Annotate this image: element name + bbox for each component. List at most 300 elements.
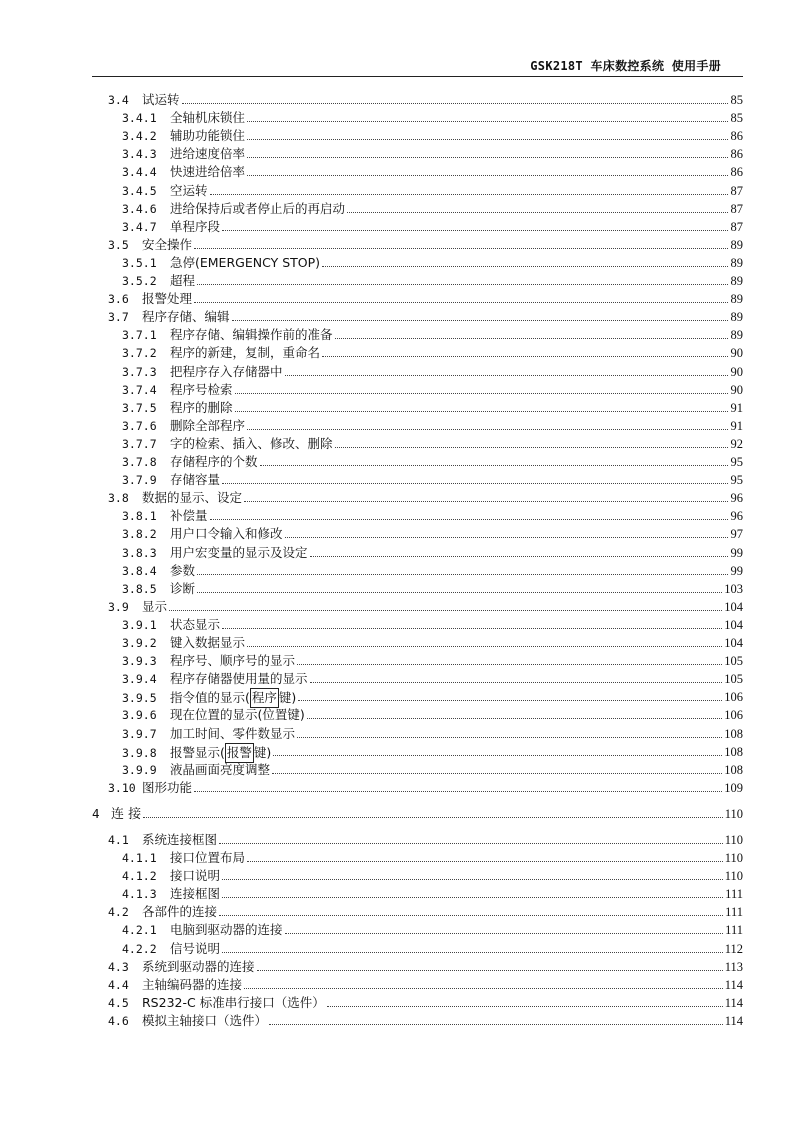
- dot-leader: [322, 354, 728, 357]
- dot-leader: [182, 101, 728, 104]
- dot-leader: [269, 1022, 723, 1025]
- toc-entry-title-suffix: 键): [253, 744, 272, 760]
- dot-leader: [197, 590, 722, 593]
- toc-entry-page: 99: [730, 563, 743, 578]
- toc-entry-title: 系统连接框图: [142, 831, 218, 847]
- toc-entry-page: 86: [730, 129, 743, 144]
- toc-entry-lead: [122, 109, 245, 127]
- toc-entry-title: 试运转: [142, 92, 180, 107]
- toc-entry-number: 3.8.5: [122, 581, 157, 596]
- toc-entry[interactable]: [0, 867, 793, 885]
- toc-entry-page: 96: [730, 491, 743, 506]
- dot-leader: [194, 246, 728, 249]
- toc-entry[interactable]: [0, 921, 793, 939]
- toc-entry-number: 4.1: [108, 832, 129, 847]
- toc-entry-lead: [122, 940, 220, 958]
- toc-entry-number: 4.4: [108, 977, 129, 992]
- toc-entry-page: 87: [730, 183, 743, 198]
- toc-entry[interactable]: [0, 779, 793, 797]
- toc-entry-title: 空运转: [170, 182, 208, 198]
- toc-entry-title: 程序的新建，复制，重命名: [170, 345, 321, 361]
- toc-entry-title: 急停(EMERGENCY STOP): [170, 254, 321, 270]
- dot-leader: [260, 463, 728, 466]
- toc-entry[interactable]: [0, 218, 793, 236]
- toc-entry-number: 3.5: [108, 237, 129, 252]
- toc-entry[interactable]: [0, 507, 793, 525]
- dot-leader: [247, 859, 723, 862]
- toc-entry-number: 3.9.1: [122, 617, 157, 632]
- dot-leader: [210, 192, 728, 195]
- toc-entry-title: 接口位置布局: [170, 850, 246, 865]
- toc-entry-page: 89: [730, 310, 743, 325]
- dot-leader: [194, 300, 728, 303]
- dot-leader: [222, 950, 723, 953]
- dot-leader: [143, 815, 723, 818]
- toc-entry-page: 87: [730, 219, 743, 234]
- toc-entry-lead: [108, 290, 192, 308]
- toc-entry-title: 显示: [142, 598, 168, 614]
- dot-leader: [222, 877, 723, 880]
- key-label-box: 程序: [250, 688, 279, 708]
- toc-entry-lead: [122, 507, 208, 525]
- toc-entry[interactable]: [0, 688, 793, 706]
- toc-entry-page: 99: [730, 545, 743, 560]
- toc-entry-number: 3.9.6: [122, 708, 157, 723]
- toc-entry-number: 3.9: [108, 599, 129, 614]
- toc-entry[interactable]: [0, 308, 793, 326]
- toc-entry-number: 3.7.2: [122, 346, 157, 361]
- toc-entry-page: 85: [730, 111, 743, 126]
- toc-entry-number: 3.7.3: [122, 364, 157, 379]
- toc-entry-number: 3.4: [108, 93, 129, 107]
- toc-entry-number: 3.8.1: [122, 509, 157, 524]
- toc-entry-title: 用户口令输入和修改: [170, 526, 283, 542]
- toc-entry-page: 92: [730, 436, 743, 451]
- toc-entry-page: 110: [724, 832, 743, 847]
- toc-entry[interactable]: [0, 616, 793, 634]
- toc-entry-lead: [122, 580, 195, 598]
- toc-entry-title: 接口说明: [170, 868, 221, 884]
- dot-leader: [297, 735, 722, 738]
- toc-entry-page: 89: [730, 255, 743, 270]
- toc-entry[interactable]: [0, 109, 793, 127]
- toc-entry[interactable]: [0, 805, 793, 823]
- toc-entry-lead: [122, 525, 283, 543]
- toc-entry-page: 89: [730, 328, 743, 343]
- toc-entry-title: 补偿量: [170, 508, 208, 524]
- toc-entry[interactable]: [0, 363, 793, 381]
- toc-entry[interactable]: [0, 831, 793, 849]
- toc-entry-number: 3.9.9: [122, 762, 157, 777]
- toc-entry[interactable]: [0, 471, 793, 489]
- toc-entry-number: 3.4.5: [122, 183, 157, 198]
- dot-leader: [247, 119, 728, 122]
- dot-leader: [272, 771, 722, 774]
- toc-entry-lead: [122, 885, 220, 903]
- dot-leader: [335, 445, 728, 448]
- toc-entry-page: 103: [724, 581, 743, 596]
- toc-entry[interactable]: [0, 562, 793, 580]
- toc-entry[interactable]: [0, 399, 793, 417]
- toc-entry-title-suffix: 键): [278, 690, 297, 706]
- toc-entry-number: 3.9.8: [122, 745, 157, 760]
- toc-entry-number: 3.9.7: [122, 726, 157, 741]
- toc-entry-lead: [122, 652, 295, 670]
- toc-entry-title: 字的检索、插入、修改、删除: [170, 435, 333, 451]
- toc-entry-page: 90: [730, 346, 743, 361]
- dot-leader: [197, 572, 728, 575]
- dot-leader: [285, 373, 728, 376]
- toc-entry-number: 4.1.3: [122, 887, 157, 902]
- toc-entry-page: 90: [730, 364, 743, 379]
- toc-entry-number: 3.4.1: [122, 111, 157, 126]
- toc-entry-title: 进给保持后或者停止后的再启动: [170, 200, 346, 216]
- toc-entry-title: 超程: [170, 273, 196, 288]
- dot-leader: [247, 644, 722, 647]
- toc-entry-number: 3.4.3: [122, 147, 157, 162]
- toc-entry[interactable]: [0, 344, 793, 362]
- toc-entry-lead: [108, 994, 325, 1012]
- toc-entry-lead: [122, 688, 296, 708]
- toc-entry[interactable]: [0, 634, 793, 652]
- toc-entry-number: 3.9.5: [122, 691, 157, 706]
- toc-entry-lead: [122, 544, 308, 562]
- toc-entry-lead: [122, 182, 208, 200]
- toc-entry[interactable]: [0, 580, 793, 598]
- toc-entry-title: 进给速度倍率: [170, 146, 246, 162]
- toc-entry-page: 114: [724, 1013, 743, 1028]
- toc-entry-title: 单程序段: [170, 218, 221, 234]
- dot-leader: [222, 895, 723, 898]
- toc-entry-page: 87: [730, 201, 743, 216]
- toc-entry-page: 91: [730, 400, 743, 415]
- toc-entry-number: 3.9.4: [122, 672, 157, 687]
- dot-leader: [219, 913, 723, 916]
- toc-entry-page: 95: [730, 473, 743, 488]
- toc-entry-lead: [122, 743, 271, 763]
- toc-entry-page: 111: [725, 887, 743, 902]
- toc-entry-number: 3.7.9: [122, 473, 157, 488]
- toc-entry-number: 3.8: [108, 491, 129, 506]
- toc-entry[interactable]: [0, 489, 793, 507]
- toc-entry-lead: [108, 976, 242, 994]
- toc-entry-number: 3.5.2: [122, 274, 157, 288]
- dot-leader: [247, 155, 728, 158]
- toc-entry-lead: [92, 805, 141, 824]
- toc-entry-number: 3.7.1: [122, 328, 157, 343]
- dot-leader: [247, 137, 728, 140]
- toc-entry-lead: [122, 471, 220, 489]
- toc-entry-title: 键入数据显示: [170, 635, 246, 650]
- toc-entry-page: 104: [724, 617, 743, 632]
- toc-entry[interactable]: [0, 290, 793, 308]
- toc-entry-page: 105: [724, 672, 743, 687]
- toc-entry-title: 连 接: [111, 806, 142, 822]
- dot-leader: [285, 931, 723, 934]
- toc-entry-title: 模拟主轴接口（选件）: [142, 1012, 268, 1028]
- toc-entry[interactable]: [0, 940, 793, 958]
- toc-entry-number: 3.4.6: [122, 201, 157, 216]
- toc-entry-lead: [122, 616, 220, 634]
- toc-entry-lead: [122, 634, 245, 652]
- toc-entry[interactable]: [0, 544, 793, 562]
- toc-entry-page: 105: [724, 654, 743, 669]
- toc-entry-title: 各部件的连接: [142, 904, 218, 920]
- toc-entry-number: 3.4.2: [122, 129, 157, 144]
- toc-entry[interactable]: [0, 958, 793, 976]
- toc-entry-lead: [108, 236, 192, 254]
- toc-entry[interactable]: [0, 903, 793, 921]
- toc-entry[interactable]: [0, 272, 793, 290]
- toc-entry-title: 程序号、顺序号的显示: [170, 653, 296, 669]
- toc-entry-lead: [122, 670, 308, 688]
- toc-entry-lead: [122, 127, 245, 145]
- toc-entry-number: 3.7.4: [122, 382, 157, 397]
- toc-entry-page: 108: [724, 744, 743, 759]
- toc-entry-page: 86: [730, 147, 743, 162]
- toc-entry[interactable]: [0, 849, 793, 867]
- toc-entry-page: 111: [725, 905, 743, 920]
- dot-leader: [327, 1004, 723, 1007]
- dot-leader: [310, 554, 728, 557]
- key-label-box: 报警: [225, 743, 254, 763]
- toc-entry-title: 液晶画面亮度调整: [170, 761, 271, 777]
- running-header: GSK218T 车床数控系统 使用手册: [530, 59, 721, 73]
- toc-entry[interactable]: [0, 417, 793, 435]
- toc-entry[interactable]: [0, 994, 793, 1012]
- toc-entry-lead: [122, 326, 333, 344]
- toc-entry-title: 连接框图: [170, 886, 221, 902]
- toc-entry[interactable]: [0, 743, 793, 761]
- toc-entry-page: 114: [724, 995, 743, 1010]
- toc-entry-title: 指令值的显示(: [170, 690, 250, 706]
- toc-entry[interactable]: [0, 761, 793, 779]
- toc-entry-title: 电脑到驱动器的连接: [170, 922, 283, 938]
- dot-leader: [197, 282, 728, 285]
- toc-entry-lead: [108, 958, 255, 976]
- dot-leader: [285, 535, 728, 538]
- toc-entry[interactable]: [0, 598, 793, 616]
- toc-entry-number: 4: [92, 805, 100, 821]
- toc-entry-page: 110: [724, 806, 743, 821]
- toc-entry-title: 现在位置的显示(位置键): [170, 707, 305, 723]
- toc-entry-title: 加工时间、零件数显示: [170, 725, 296, 741]
- toc-entry[interactable]: [0, 435, 793, 453]
- toc-entry-lead: [122, 200, 345, 218]
- toc-entry-title: RS232-C 标准串行接口（选件）: [142, 994, 325, 1010]
- dot-leader: [222, 228, 728, 231]
- toc-entry-lead: [122, 417, 245, 435]
- toc-entry-page: 113: [724, 959, 743, 974]
- dot-leader: [310, 680, 722, 683]
- toc-entry[interactable]: [0, 182, 793, 200]
- toc-entry-lead: [122, 363, 283, 381]
- toc-entry-lead: [108, 598, 167, 616]
- toc-entry-number: 3.7.5: [122, 400, 157, 415]
- toc-entry-page: 111: [725, 923, 743, 938]
- toc-entry-page: 110: [724, 851, 743, 865]
- toc-entry[interactable]: [0, 254, 793, 272]
- toc-entry[interactable]: [0, 670, 793, 688]
- toc-entry-lead: [122, 272, 195, 290]
- toc-entry-number: 3.6: [108, 292, 129, 307]
- toc-entry-page: 90: [730, 382, 743, 397]
- dot-leader: [222, 481, 728, 484]
- toc-entry-lead: [122, 706, 305, 724]
- toc-entry-title: 存储容量: [170, 472, 221, 488]
- toc-entry-number: 3.8.3: [122, 545, 157, 560]
- dot-leader: [222, 626, 722, 629]
- toc-entry-lead: [122, 761, 270, 779]
- dot-leader: [244, 986, 723, 989]
- toc-entry-title: 参数: [170, 562, 196, 578]
- toc-entry-title: 程序存储、编辑: [142, 309, 230, 325]
- toc-entry-number: 4.1.1: [122, 851, 157, 865]
- toc-entry-number: 4.2.2: [122, 941, 157, 956]
- dot-leader: [347, 210, 728, 213]
- toc-entry[interactable]: [0, 163, 793, 181]
- toc-entry-lead: [122, 725, 295, 743]
- toc-entry[interactable]: [0, 885, 793, 903]
- toc-entry-number: 3.8.2: [122, 527, 157, 542]
- toc-entry[interactable]: [0, 91, 793, 109]
- toc-entry-title: 删除全部程序: [170, 417, 246, 433]
- toc-entry-page: 97: [730, 527, 743, 542]
- toc-entry-lead: [122, 254, 320, 272]
- toc-entry-number: 4.2: [108, 905, 129, 920]
- toc-entry-title: 主轴编码器的连接: [142, 976, 243, 992]
- toc-entry[interactable]: [0, 453, 793, 471]
- toc-entry-title: 状态显示: [170, 616, 221, 632]
- toc-entry-lead: [122, 399, 233, 417]
- toc-entry-title: 辅助功能锁住: [170, 128, 246, 144]
- toc-entry-page: 86: [730, 165, 743, 180]
- toc-entry-number: 4.5: [108, 995, 129, 1010]
- dot-leader: [247, 173, 728, 176]
- toc-entry-page: 89: [730, 274, 743, 288]
- toc-entry-lead: [122, 867, 220, 885]
- toc-entry-title: 把程序存入存储器中: [170, 363, 283, 379]
- toc-entry[interactable]: [0, 236, 793, 254]
- toc-entry-number: 4.6: [108, 1013, 129, 1028]
- toc-entry-lead: [122, 849, 245, 867]
- toc-entry-title: 存储程序的个数: [170, 454, 258, 469]
- toc-entry-lead: [108, 903, 217, 921]
- toc-entry[interactable]: [0, 1012, 793, 1030]
- dot-leader: [210, 517, 728, 520]
- toc-entry-page: 104: [724, 636, 743, 650]
- dot-leader: [244, 499, 728, 502]
- dot-leader: [335, 336, 728, 339]
- dot-leader: [194, 789, 722, 792]
- toc-entry-title: 信号说明: [170, 940, 221, 956]
- toc-entry-title: 程序存储、编辑操作前的准备: [170, 327, 333, 343]
- toc-entry-page: 108: [724, 726, 743, 741]
- toc-entry-lead: [122, 218, 220, 236]
- toc-entry-number: 3.7.8: [122, 455, 157, 469]
- toc-entry-title: 快速进给倍率: [170, 164, 246, 180]
- toc-entry[interactable]: [0, 145, 793, 163]
- toc-entry-page: 89: [730, 292, 743, 307]
- toc-entry-number: 3.9.3: [122, 654, 157, 669]
- toc-entry-number: 3.7: [108, 310, 129, 325]
- toc-entry-title: 数据的显示、设定: [142, 490, 243, 506]
- header-rule: [92, 76, 743, 77]
- toc-entry-page: 95: [730, 455, 743, 469]
- toc-entry-title: 报警显示(: [170, 744, 225, 760]
- dot-leader: [297, 662, 722, 665]
- toc-entry[interactable]: [0, 706, 793, 724]
- toc-entry-page: 108: [724, 762, 743, 777]
- toc-entry[interactable]: [0, 127, 793, 145]
- dot-leader: [322, 264, 728, 267]
- toc-entry-page: 96: [730, 509, 743, 524]
- toc-entry[interactable]: [0, 326, 793, 344]
- toc-entry-lead: [122, 435, 333, 453]
- toc-entry-page: 91: [730, 418, 743, 433]
- toc-entry-title: 全轴机床锁住: [170, 110, 246, 126]
- toc-entry-title: 程序存储器使用量的显示: [170, 671, 308, 687]
- toc-entry-number: 3.4.7: [122, 219, 157, 234]
- dot-leader: [219, 841, 723, 844]
- toc-entry-title: 诊断: [170, 580, 196, 596]
- dot-leader: [232, 318, 728, 321]
- toc-entry[interactable]: [0, 525, 793, 543]
- toc-entry-title: 安全操作: [142, 236, 193, 252]
- toc-entry-number: 4.1.2: [122, 869, 157, 884]
- dot-leader: [235, 409, 728, 412]
- toc-entry[interactable]: [0, 976, 793, 994]
- toc-entry-page: 114: [724, 977, 743, 992]
- toc-entry-lead: [122, 453, 258, 471]
- toc-entry-page: 85: [730, 93, 743, 107]
- toc-entry-lead: [122, 921, 283, 939]
- dot-leader: [235, 391, 728, 394]
- toc-entry-lead: [122, 163, 245, 181]
- toc-entry-number: 3.4.4: [122, 165, 157, 180]
- toc-entry-title: 图形功能: [142, 779, 193, 795]
- toc-entry-lead: [122, 562, 195, 580]
- toc-entry-title: 程序的删除: [170, 399, 233, 415]
- dot-leader: [307, 716, 722, 719]
- toc-entry-lead: [108, 489, 242, 507]
- toc-entry-page: 106: [724, 690, 743, 705]
- toc-entry-page: 109: [724, 780, 743, 795]
- toc-entry[interactable]: [0, 652, 793, 670]
- dot-leader: [273, 753, 722, 756]
- toc-entry-number: 3.7.6: [122, 418, 157, 433]
- toc-entry-lead: [108, 91, 180, 109]
- toc-entry-number: 3.5.1: [122, 255, 157, 270]
- toc-entry-title: 系统到驱动器的连接: [142, 958, 255, 974]
- toc-entry-page: 110: [724, 869, 743, 884]
- toc-entry-lead: [108, 831, 217, 849]
- toc-entry-lead: [108, 779, 192, 797]
- dot-leader: [298, 698, 722, 701]
- toc-entry-title: 程序号检索: [170, 381, 233, 397]
- toc-entry-lead: [122, 145, 245, 163]
- toc-entry-lead: [108, 308, 230, 326]
- dot-leader: [169, 608, 722, 611]
- toc-entry-lead: [122, 344, 320, 362]
- toc-entry-number: 4.2.1: [122, 923, 157, 938]
- toc-entry[interactable]: [0, 200, 793, 218]
- toc-entry[interactable]: [0, 381, 793, 399]
- dot-leader: [257, 968, 723, 971]
- toc-entry-page: 104: [724, 599, 743, 614]
- toc-entry-page: 106: [724, 708, 743, 723]
- toc-entry[interactable]: [0, 725, 793, 743]
